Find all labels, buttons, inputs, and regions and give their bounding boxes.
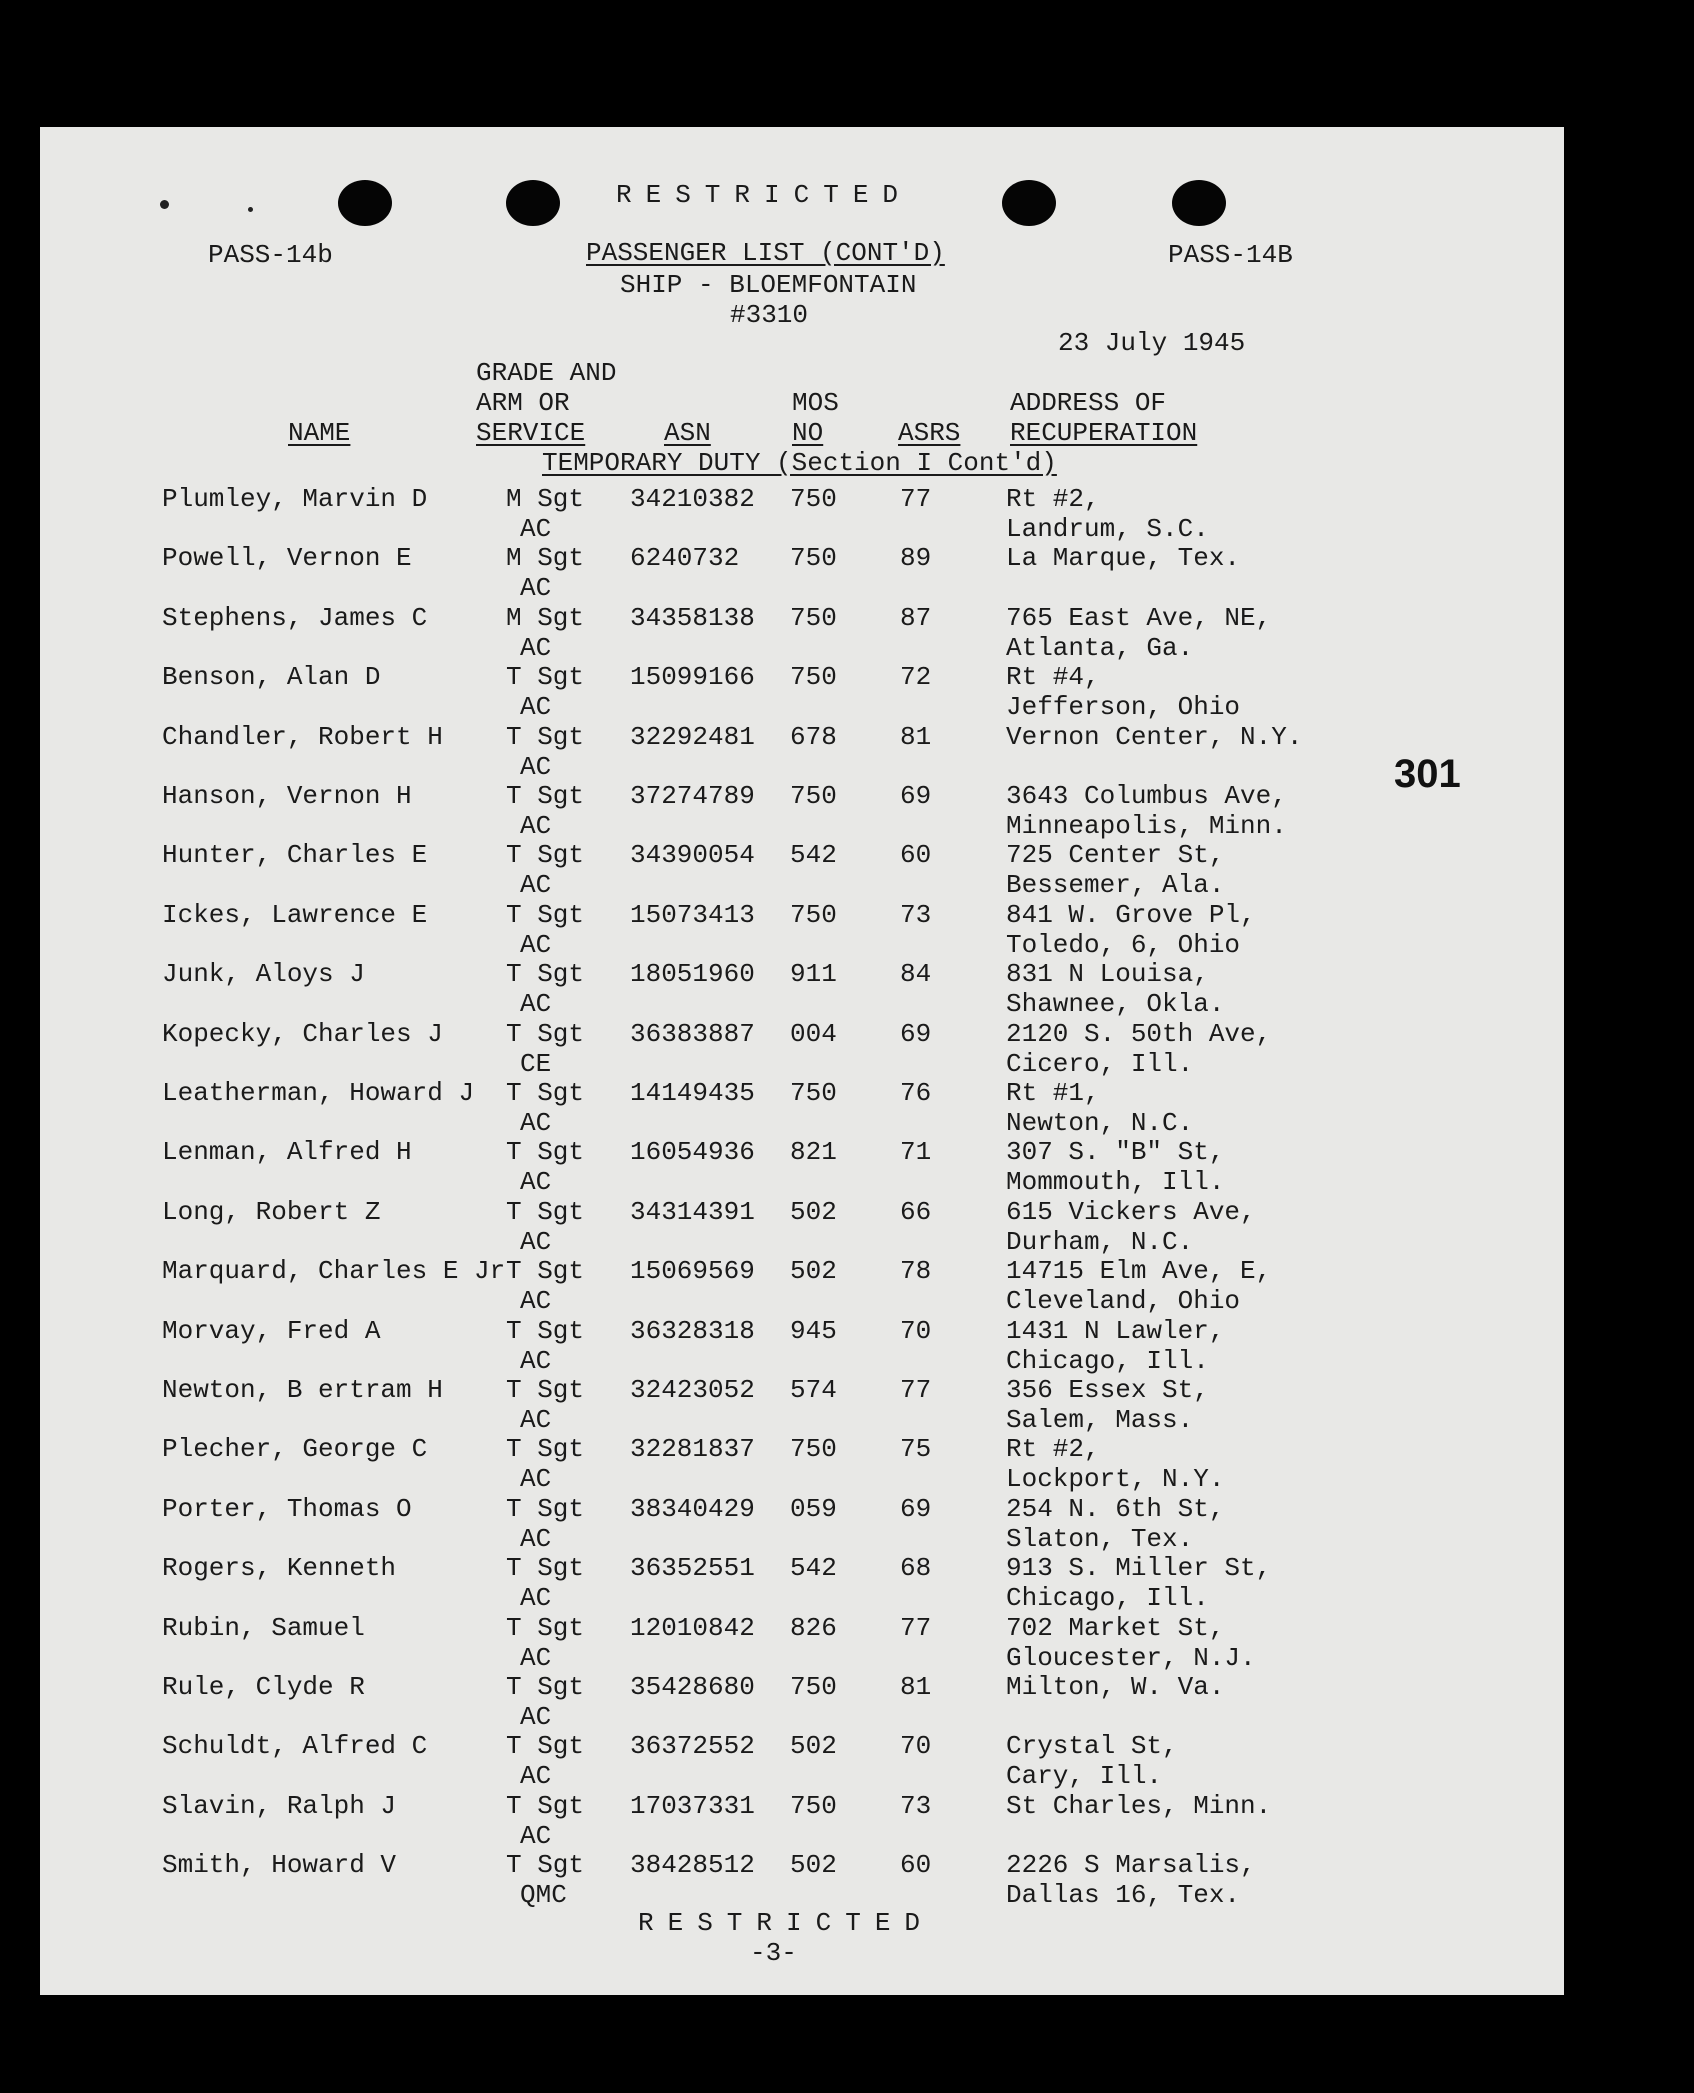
passenger-asrs: 68 [900,1553,932,1583]
passenger-arm-service: AC [520,811,552,841]
passenger-address-line1: Rt #2, [1006,1434,1100,1464]
passenger-name: Benson, Alan D [162,662,381,692]
passenger-asn: 15099166 [630,662,755,692]
passenger-name: Hanson, Vernon H [162,781,412,811]
passenger-address-line2: Gloucester, N.J. [1006,1643,1256,1673]
passenger-asn: 16054936 [630,1137,755,1167]
passenger-name: Rogers, Kenneth [162,1553,397,1583]
passenger-asn: 38340429 [630,1494,755,1524]
passenger-asn: 17037331 [630,1791,755,1821]
passenger-asn: 6240732 [630,543,740,573]
col-header-asn: ASN [664,418,711,448]
passenger-address-line2: Toledo, 6, Ohio [1006,930,1241,960]
form-number-left: PASS-14b [208,240,333,270]
col-header-address-line1: ADDRESS OF [1010,388,1167,418]
passenger-grade: T Sgt [506,1197,585,1227]
restricted-marking-top: RESTRICTED [616,180,913,210]
passenger-asrs: 75 [900,1434,932,1464]
passenger-mos: 750 [790,781,837,811]
passenger-address-line2: Mommouth, Ill. [1006,1167,1225,1197]
col-header-mos-line1: MOS [792,388,839,418]
passenger-arm-service: AC [520,1227,552,1257]
passenger-grade: T Sgt [506,662,585,692]
passenger-mos: 502 [790,1256,837,1286]
passenger-name: Stephens, James C [162,603,428,633]
passenger-name: Long, Robert Z [162,1197,381,1227]
passenger-arm-service: AC [520,692,552,722]
passenger-address-line2: Chicago, Ill. [1006,1346,1209,1376]
passenger-grade: T Sgt [506,781,585,811]
ink-speck [160,200,169,209]
passenger-grade: T Sgt [506,900,585,930]
passenger-arm-service: AC [520,1167,552,1197]
passenger-address-line2: Dallas 16, Tex. [1006,1880,1241,1910]
passenger-mos: 004 [790,1019,837,1049]
passenger-address-line2: Newton, N.C. [1006,1108,1194,1138]
passenger-asrs: 73 [900,900,932,930]
binder-hole [1172,180,1226,226]
passenger-grade: T Sgt [506,722,585,752]
passenger-mos: 678 [790,722,837,752]
passenger-grade: T Sgt [506,1553,585,1583]
passenger-asn: 18051960 [630,959,755,989]
passenger-arm-service: AC [520,1286,552,1316]
passenger-asn: 35428680 [630,1672,755,1702]
table-row [0,900,1694,960]
passenger-arm-service: AC [520,1405,552,1435]
passenger-arm-service: CE [520,1049,552,1079]
passenger-grade: T Sgt [506,959,585,989]
passenger-asn: 32292481 [630,722,755,752]
passenger-name: Powell, Vernon E [162,543,412,573]
passenger-grade: T Sgt [506,1316,585,1346]
passenger-arm-service: AC [520,633,552,663]
passenger-asrs: 89 [900,543,932,573]
passenger-name: Plumley, Marvin D [162,484,428,514]
binder-hole [506,180,560,226]
passenger-arm-service: AC [520,989,552,1019]
passenger-asrs: 81 [900,1672,932,1702]
passenger-mos: 750 [790,603,837,633]
passenger-grade: T Sgt [506,1019,585,1049]
passenger-asrs: 73 [900,1791,932,1821]
passenger-grade: T Sgt [506,1672,585,1702]
passenger-arm-service: AC [520,1108,552,1138]
table-row [0,1791,1694,1851]
passenger-asn: 37274789 [630,781,755,811]
passenger-asn: 34358138 [630,603,755,633]
section-title: TEMPORARY DUTY (Section I Cont'd) [542,448,1057,478]
passenger-asn: 32423052 [630,1375,755,1405]
passenger-grade: M Sgt [506,484,585,514]
passenger-address-line1: 725 Center St, [1006,840,1225,870]
restricted-marking-bottom: RESTRICTED [638,1908,935,1938]
passenger-mos: 945 [790,1316,837,1346]
passenger-name: Plecher, George C [162,1434,428,1464]
passenger-asrs: 76 [900,1078,932,1108]
passenger-address-line2: Minneapolis, Minn. [1006,811,1287,841]
passenger-name: Smith, Howard V [162,1850,397,1880]
passenger-address-line2: Shawnee, Okla. [1006,989,1225,1019]
passenger-arm-service: AC [520,1821,552,1851]
passenger-asn: 15073413 [630,900,755,930]
passenger-asn: 34314391 [630,1197,755,1227]
passenger-asn: 36372552 [630,1731,755,1761]
passenger-address-line1: 702 Market St, [1006,1613,1225,1643]
passenger-arm-service: AC [520,1583,552,1613]
passenger-address-line1: 14715 Elm Ave, E, [1006,1256,1272,1286]
passenger-asn: 36328318 [630,1316,755,1346]
passenger-address-line1: Crystal St, [1006,1731,1178,1761]
passenger-address-line1: 254 N. 6th St, [1006,1494,1225,1524]
ship-number: #3310 [730,300,809,330]
table-row [0,662,1694,722]
passenger-address-line1: 831 N Louisa, [1006,959,1209,989]
passenger-mos: 574 [790,1375,837,1405]
passenger-mos: 911 [790,959,837,989]
passenger-address-line2: Slaton, Tex. [1006,1524,1194,1554]
passenger-grade: M Sgt [506,543,585,573]
passenger-mos: 502 [790,1850,837,1880]
passenger-asrs: 66 [900,1197,932,1227]
table-row [0,1731,1694,1791]
passenger-address-line1: St Charles, Minn. [1006,1791,1272,1821]
ink-speck [248,207,253,212]
passenger-address-line1: 307 S. "B" St, [1006,1137,1225,1167]
passenger-name: Rubin, Samuel [162,1613,365,1643]
passenger-address-line2: Cicero, Ill. [1006,1049,1194,1079]
passenger-grade: T Sgt [506,1613,585,1643]
passenger-arm-service: AC [520,870,552,900]
table-row [0,484,1694,544]
passenger-grade: T Sgt [506,1375,585,1405]
passenger-asrs: 69 [900,1494,932,1524]
passenger-address-line2: Bessemer, Ala. [1006,870,1225,900]
passenger-name: Hunter, Charles E [162,840,428,870]
passenger-arm-service: AC [520,1464,552,1494]
passenger-grade: T Sgt [506,840,585,870]
table-row [0,1850,1694,1910]
passenger-asrs: 69 [900,1019,932,1049]
passenger-asrs: 70 [900,1316,932,1346]
passenger-arm-service: QMC [520,1880,567,1910]
document-date: 23 July 1945 [1058,328,1246,358]
passenger-asrs: 87 [900,603,932,633]
table-row [0,1434,1694,1494]
page-number: -3- [750,1938,797,1968]
form-number-right: PASS-14B [1168,240,1293,270]
passenger-mos: 059 [790,1494,837,1524]
col-header-address-line2: RECUPERATION [1010,418,1198,448]
passenger-asn: 32281837 [630,1434,755,1464]
passenger-arm-service: AC [520,573,552,603]
passenger-grade: T Sgt [506,1791,585,1821]
passenger-asrs: 60 [900,1850,932,1880]
passenger-asn: 36352551 [630,1553,755,1583]
passenger-asn: 36383887 [630,1019,755,1049]
table-row [0,1256,1694,1316]
passenger-arm-service: AC [520,930,552,960]
passenger-address-line2: Durham, N.C. [1006,1227,1194,1257]
passenger-arm-service: AC [520,752,552,782]
passenger-asrs: 60 [900,840,932,870]
table-row [0,1316,1694,1376]
passenger-name: Morvay, Fred A [162,1316,381,1346]
passenger-asn: 38428512 [630,1850,755,1880]
table-row [0,1553,1694,1613]
passenger-address-line2: Salem, Mass. [1006,1405,1194,1435]
passenger-grade: T Sgt [506,1434,585,1464]
passenger-address-line1: Rt #4, [1006,662,1100,692]
passenger-mos: 750 [790,1672,837,1702]
document-title: PASSENGER LIST (CONT'D) [586,238,945,268]
passenger-address-line1: La Marque, Tex. [1006,543,1241,573]
passenger-grade: T Sgt [506,1078,585,1108]
table-row [0,959,1694,1019]
passenger-asrs: 81 [900,722,932,752]
passenger-address-line1: 913 S. Miller St, [1006,1553,1272,1583]
passenger-mos: 826 [790,1613,837,1643]
passenger-address-line2: Cary, Ill. [1006,1761,1163,1791]
passenger-asrs: 77 [900,484,932,514]
passenger-mos: 750 [790,543,837,573]
passenger-address-line2: Jefferson, Ohio [1006,692,1241,722]
passenger-name: Newton, B ertram H [162,1375,443,1405]
passenger-address-line1: 841 W. Grove Pl, [1006,900,1256,930]
table-row [0,1197,1694,1257]
passenger-grade: T Sgt [506,1137,585,1167]
passenger-address-line1: 765 East Ave, NE, [1006,603,1272,633]
passenger-name: Porter, Thomas O [162,1494,412,1524]
passenger-asn: 34390054 [630,840,755,870]
binder-hole [1002,180,1056,226]
table-row [0,1137,1694,1197]
passenger-grade: T Sgt [506,1850,585,1880]
passenger-asrs: 72 [900,662,932,692]
passenger-name: Marquard, Charles E Jr [162,1256,506,1286]
col-header-name: NAME [288,418,351,448]
page-stamp-number: 301 [1394,752,1461,796]
passenger-grade: M Sgt [506,603,585,633]
col-header-grade-line3: SERVICE [476,418,586,448]
ship-name: SHIP - BLOEMFONTAIN [620,270,917,300]
binder-hole [338,180,392,226]
passenger-mos: 502 [790,1731,837,1761]
passenger-address-line1: 1431 N Lawler, [1006,1316,1225,1346]
table-row [0,781,1694,841]
passenger-mos: 750 [790,1078,837,1108]
table-row [0,1375,1694,1435]
passenger-grade: T Sgt [506,1731,585,1761]
passenger-grade: T Sgt [506,1494,585,1524]
col-header-grade-line1: GRADE AND [476,358,617,388]
passenger-asrs: 84 [900,959,932,989]
passenger-asn: 15069569 [630,1256,755,1286]
table-row [0,722,1694,782]
passenger-arm-service: AC [520,1346,552,1376]
passenger-mos: 542 [790,1553,837,1583]
passenger-asrs: 78 [900,1256,932,1286]
passenger-arm-service: AC [520,1761,552,1791]
passenger-address-line1: 3643 Columbus Ave, [1006,781,1287,811]
passenger-arm-service: AC [520,1702,552,1732]
passenger-name: Kopecky, Charles J [162,1019,443,1049]
passenger-mos: 502 [790,1197,837,1227]
table-row [0,1078,1694,1138]
passenger-arm-service: AC [520,1524,552,1554]
passenger-address-line1: Rt #1, [1006,1078,1100,1108]
passenger-address-line2: Landrum, S.C. [1006,514,1209,544]
table-row [0,1019,1694,1079]
passenger-mos: 750 [790,484,837,514]
passenger-address-line1: 2226 S Marsalis, [1006,1850,1256,1880]
passenger-address-line2: Chicago, Ill. [1006,1583,1209,1613]
passenger-mos: 750 [790,1791,837,1821]
passenger-address-line1: Vernon Center, N.Y. [1006,722,1303,752]
passenger-mos: 750 [790,900,837,930]
passenger-address-line1: 356 Essex St, [1006,1375,1209,1405]
passenger-asn: 14149435 [630,1078,755,1108]
passenger-mos: 750 [790,1434,837,1464]
passenger-mos: 542 [790,840,837,870]
passenger-name: Ickes, Lawrence E [162,900,428,930]
passenger-asrs: 77 [900,1375,932,1405]
passenger-name: Chandler, Robert H [162,722,443,752]
passenger-asrs: 69 [900,781,932,811]
col-header-grade-line2: ARM OR [476,388,570,418]
passenger-name: Slavin, Ralph J [162,1791,397,1821]
table-row [0,840,1694,900]
passenger-grade: T Sgt [506,1256,585,1286]
passenger-address-line1: Milton, W. Va. [1006,1672,1225,1702]
passenger-address-line2: Lockport, N.Y. [1006,1464,1225,1494]
passenger-arm-service: AC [520,514,552,544]
passenger-arm-service: AC [520,1643,552,1673]
passenger-address-line1: 615 Vickers Ave, [1006,1197,1256,1227]
passenger-address-line1: Rt #2, [1006,484,1100,514]
passenger-mos: 750 [790,662,837,692]
passenger-name: Leatherman, Howard J [162,1078,475,1108]
table-row [0,603,1694,663]
passenger-name: Rule, Clyde R [162,1672,365,1702]
passenger-name: Schuldt, Alfred C [162,1731,428,1761]
passenger-address-line2: Cleveland, Ohio [1006,1286,1241,1316]
table-row [0,543,1694,603]
table-row [0,1613,1694,1673]
table-row [0,1672,1694,1732]
passenger-asn: 34210382 [630,484,755,514]
table-row [0,1494,1694,1554]
passenger-asn: 12010842 [630,1613,755,1643]
passenger-address-line2: Atlanta, Ga. [1006,633,1194,663]
col-header-mos-line2: NO [792,418,824,448]
passenger-asrs: 77 [900,1613,932,1643]
passenger-asrs: 71 [900,1137,932,1167]
passenger-name: Lenman, Alfred H [162,1137,412,1167]
passenger-name: Junk, Aloys J [162,959,365,989]
passenger-mos: 821 [790,1137,837,1167]
passenger-address-line1: 2120 S. 50th Ave, [1006,1019,1272,1049]
col-header-asrs: ASRS [898,418,961,448]
passenger-asrs: 70 [900,1731,932,1761]
